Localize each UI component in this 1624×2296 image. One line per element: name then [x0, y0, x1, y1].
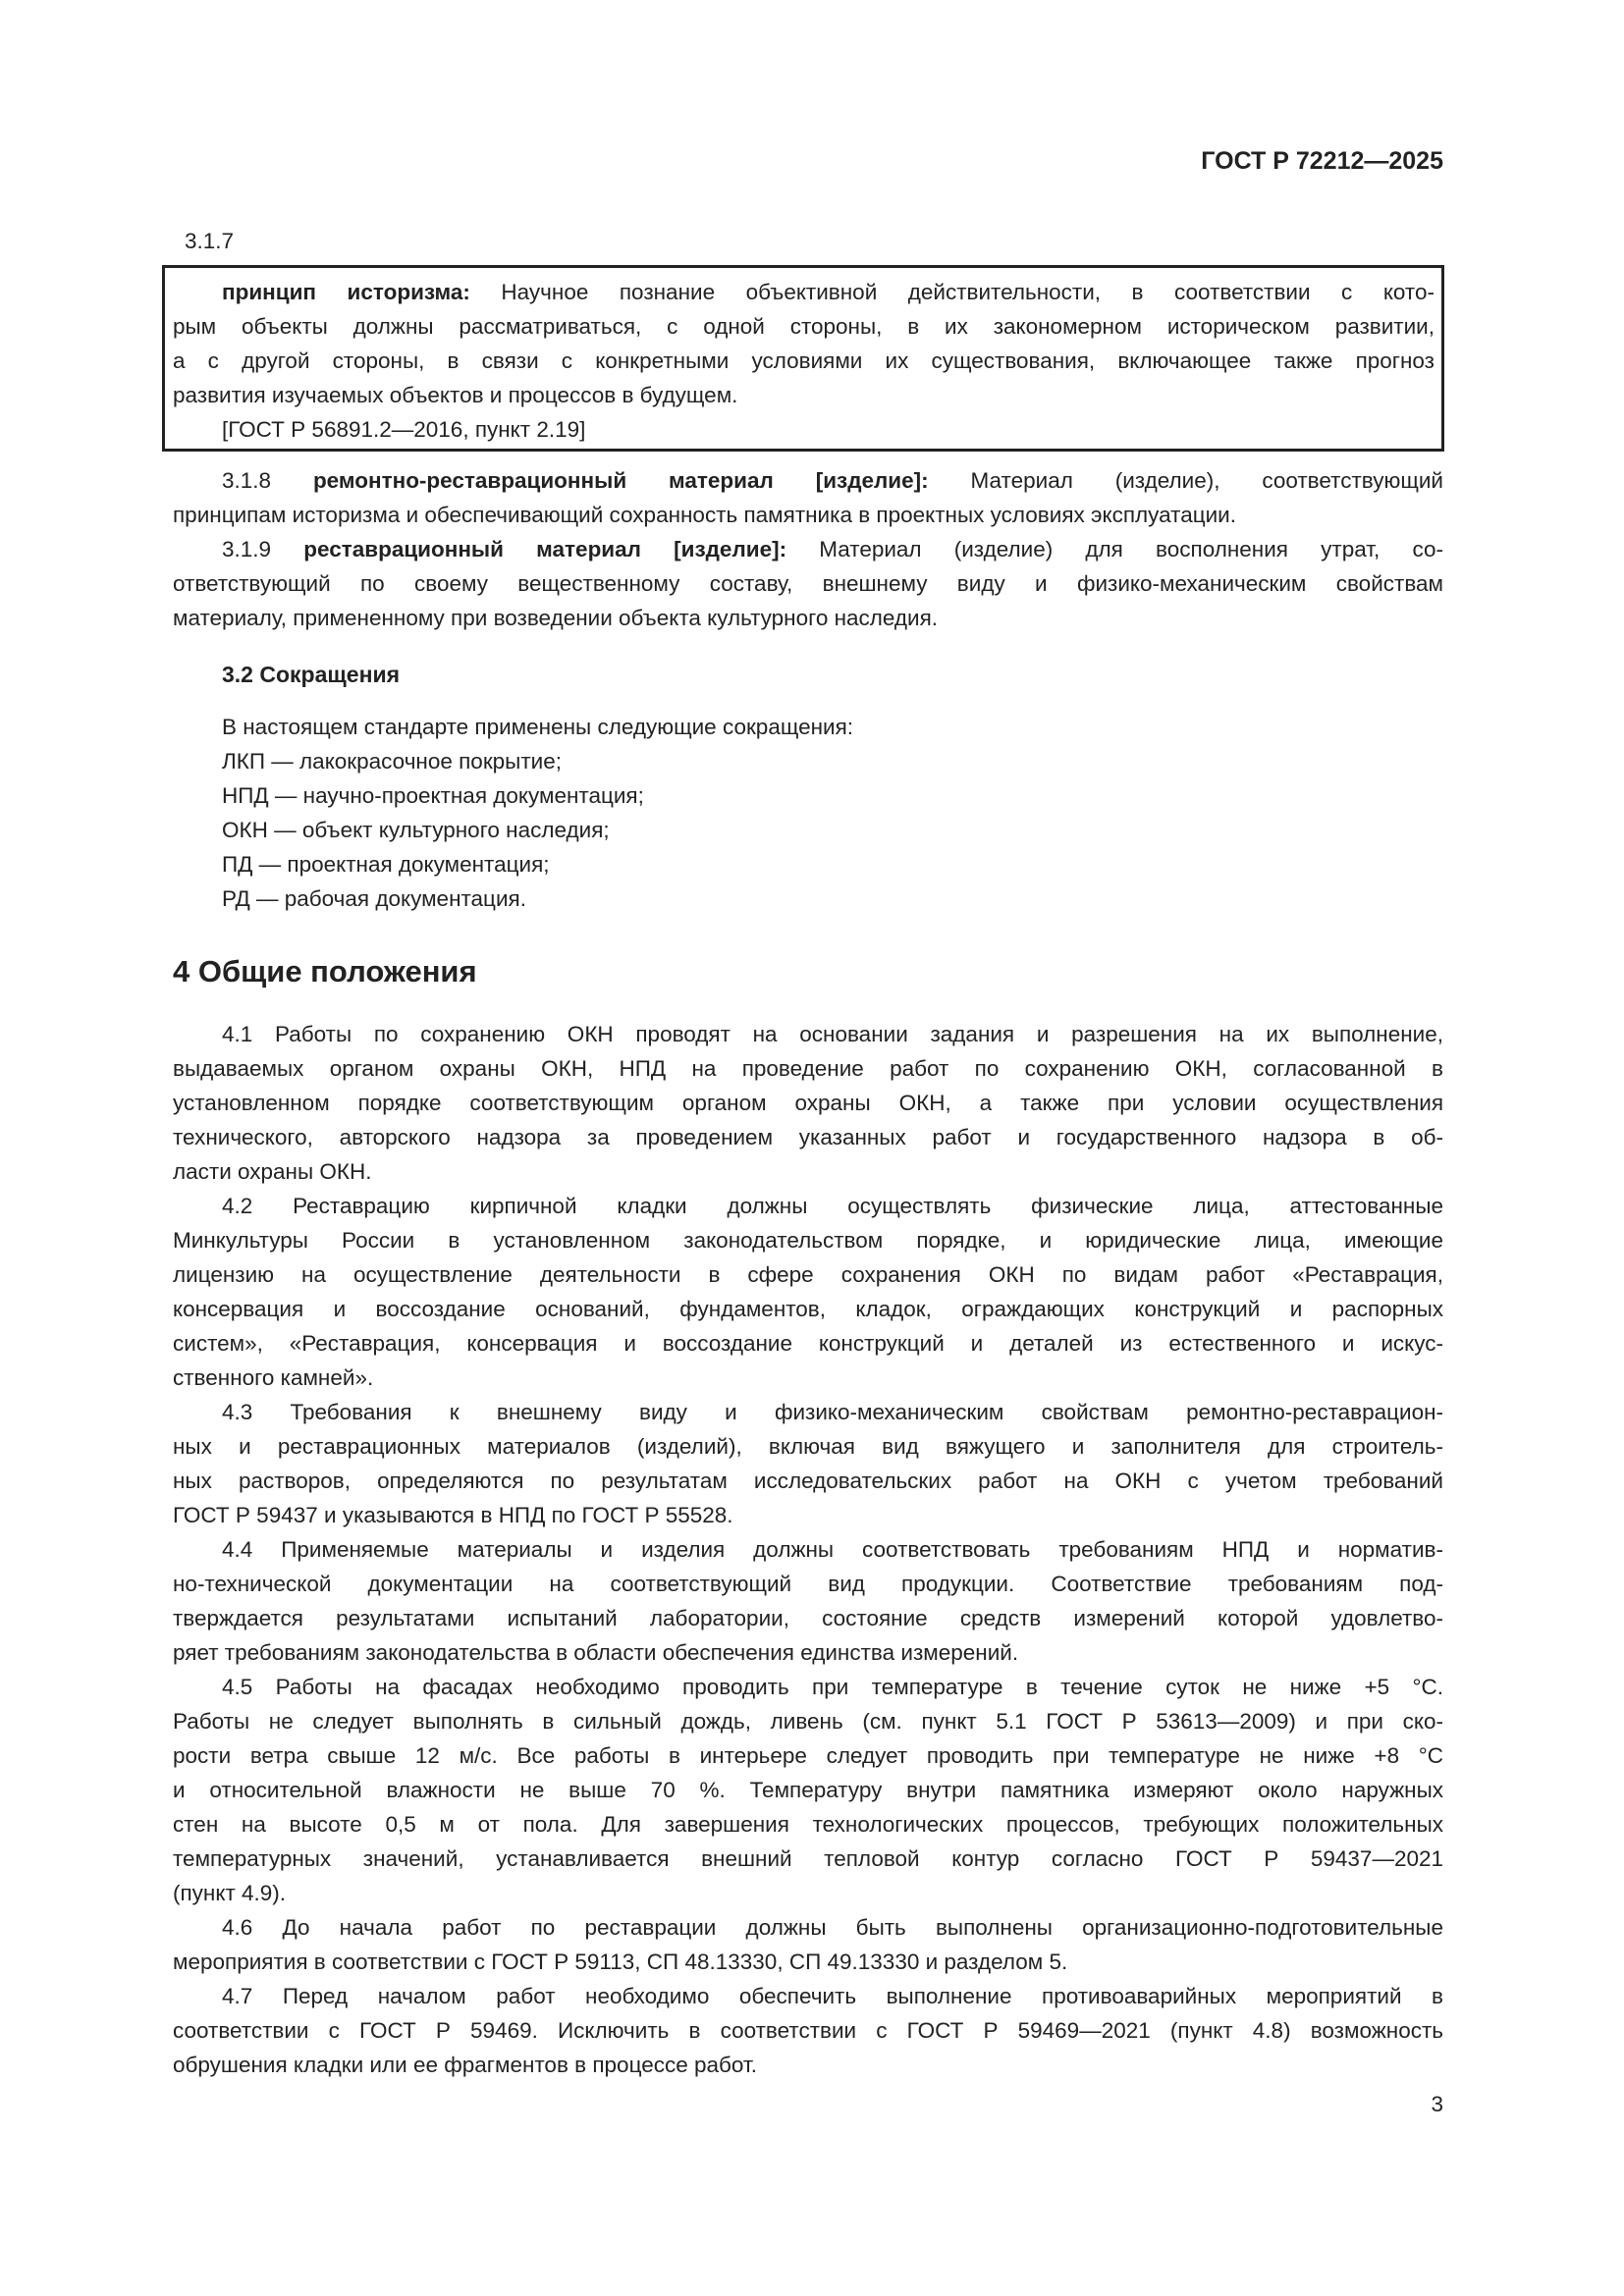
- section-4-heading: [173, 954, 1443, 989]
- paragraph-line: соответствии с ГОСТ Р 59469. Исключить в соответствии с ГОСТ Р 59469—2021 (пункт 4.8) возможность: [173, 2018, 1443, 2043]
- section-heading: 4 Общие положения: [173, 954, 477, 988]
- term-definition-line: [173, 275, 1435, 309]
- term-text: Научное познание объективной действительности, в соответствии с кото-: [469, 280, 1435, 304]
- term-3-1-8: [173, 463, 1443, 532]
- paragraph-line: Работы не следует выполнять в сильный дождь, ливень (см. пункт 5.1 ГОСТ Р 53613—2009) и при ско-: [173, 1709, 1443, 1734]
- section-intro: В настоящем стандарте применены следующие сокращения:: [222, 715, 854, 739]
- paragraph-line: мероприятия в соответствии с ГОСТ Р 59113, СП 48.13330, СП 49.13330 и разделом 5.: [173, 1949, 1068, 1974]
- abbreviation-item: ОКН — объект культурного наследия;: [222, 818, 610, 842]
- section-3-2: [173, 658, 1443, 916]
- paragraph-line: ных растворов, определяются по результатам исследовательских работ на ОКН с учетом требований: [173, 1468, 1443, 1493]
- paragraph-line: 4.5 Работы на фасадах необходимо проводить при температуре в течение суток не ниже +5 °С.: [222, 1675, 1443, 1699]
- abbreviation-item: РД — рабочая документация.: [222, 886, 526, 911]
- paragraph-line: 4.4 Применяемые материалы и изделия должны соответствовать требованиям НПД и норматив-: [222, 1537, 1443, 1562]
- paragraph-line: 4.3 Требования к внешнему виду и физико-механическим свойствам ремонтно-реставрацион-: [222, 1400, 1443, 1424]
- paragraph-line: ных и реставрационных материалов (изделий), включая вид вяжущего и заполнителя для строитель-: [173, 1434, 1443, 1459]
- term-text: Материал (изделие), соответствующий: [928, 468, 1443, 493]
- term-number: 3.1.9: [222, 537, 272, 561]
- term-number-3-1-7: 3.1.7: [185, 229, 235, 253]
- section-heading: 3.2 Сокращения: [222, 662, 401, 687]
- term-number: 3.1.8: [222, 468, 272, 493]
- paragraph-line: 4.2 Реставрацию кирпичной кладки должны осуществлять физические лица, аттестованные: [222, 1194, 1443, 1218]
- paragraph-line: стен на высоте 0,5 м от пола. Для завершения технологических процессов, требующих положительных: [173, 1812, 1443, 1837]
- paragraph-line: технического, авторского надзора за проведением указанных работ и государственного надзора в об-: [173, 1125, 1443, 1149]
- paragraph-line: ряет требованиям законодательства в области обеспечения единства измерений.: [173, 1640, 1019, 1665]
- term-3-1-9: [173, 532, 1443, 635]
- paragraph-line: обрушения кладки или ее фрагментов в процессе работ.: [173, 2053, 757, 2077]
- term-definition-line: а с другой стороны, в связи с конкретными условиями их существования, включающее также прогноз: [173, 348, 1435, 373]
- document-header: ГОСТ Р 72212—2025: [1201, 147, 1443, 175]
- paragraph-line: систем», «Реставрация, консервация и воссоздание конструкций и деталей из естественного и искус-: [173, 1331, 1443, 1356]
- paragraph: [173, 1017, 1443, 1189]
- paragraph-line: рости ветра свыше 12 м/с. Все работы в интерьере следует проводить при температуре не ниже +8 °С: [173, 1743, 1443, 1768]
- paragraph: [173, 1395, 1443, 1532]
- term-text-line: материалу, примененному при возведении объекта культурного наследия.: [173, 606, 939, 630]
- paragraph-line: и относительной влажности не выше 70 %. Температуру внутри памятника измеряют около наружных: [173, 1778, 1443, 1802]
- paragraph: [173, 1532, 1443, 1670]
- term-definition-box: [162, 265, 1444, 452]
- paragraph: [173, 1189, 1443, 1395]
- paragraph-line: ГОСТ Р 59437 и указываются в НПД по ГОСТ Р 55528.: [173, 1503, 733, 1527]
- paragraph-line: Минкультуры России в установленном законодательством порядке, и юридические лица, имеющие: [173, 1228, 1443, 1253]
- paragraph-line: лицензию на осуществление деятельности в сфере сохранения ОКН по видам работ «Реставрация,: [173, 1262, 1443, 1287]
- abbreviation-item: ПД — проектная документация;: [222, 852, 550, 877]
- paragraph-line: ственного камней».: [173, 1365, 374, 1390]
- term-title: реставрационный материал [изделие]:: [303, 537, 787, 561]
- term-text-line: ответствующий по своему вещественному составу, внешнему виду и физико-механическим свойствам: [173, 571, 1443, 596]
- paragraph-line: установленном порядке соответствующим органом охраны ОКН, а также при условии осуществления: [173, 1091, 1443, 1115]
- paragraph-line: ласти охраны ОКН.: [173, 1159, 372, 1184]
- term-text-line: принципам историзма и обеспечивающий сохранность памятника в проектных условиях эксплуатации.: [173, 503, 1236, 527]
- term-title: принцип историзма:: [222, 280, 470, 304]
- term-source: [ГОСТ Р 56891.2—2016, пункт 2.19]: [222, 417, 586, 442]
- paragraph-line: 4.7 Перед началом работ необходимо обеспечить выполнение противоаварийных мероприятий в: [222, 1984, 1443, 2008]
- abbreviation-item: НПД — научно-проектная документация;: [222, 783, 644, 808]
- paragraph-line: но-технической документации на соответствующий вид продукции. Соответствие требованиям под-: [173, 1572, 1443, 1596]
- paragraph: [173, 1910, 1443, 1979]
- page-number: 3: [1431, 2092, 1443, 2116]
- paragraph-line: тверждается результатами испытаний лаборатории, состояние средств измерений которой удовлетво-: [173, 1606, 1443, 1630]
- paragraph-line: 4.6 До начала работ по реставрации должны быть выполнены организационно-подготовительные: [222, 1915, 1443, 1940]
- paragraph-line: 4.1 Работы по сохранению ОКН проводят на основании задания и разрешения на их выполнение,: [222, 1022, 1443, 1046]
- abbreviation-item: ЛКП — лакокрасочное покрытие;: [222, 749, 562, 774]
- term-title: ремонтно-реставрационный материал [изделие]:: [312, 468, 929, 493]
- paragraph-line: выдаваемых органом охраны ОКН, НПД на проведение работ по сохранению ОКН, согласованной в: [173, 1056, 1443, 1081]
- paragraph-line: температурных значений, устанавливается внешний тепловой контур согласно ГОСТ Р 59437—2021: [173, 1846, 1443, 1871]
- paragraph-line: (пункт 4.9).: [173, 1881, 287, 1905]
- term-text: Материал (изделие) для восполнения утрат, со-: [786, 537, 1443, 561]
- term-definition-line: рым объекты должны рассматриваться, с одной стороны, в их закономерном историческом развитии,: [173, 314, 1435, 339]
- paragraph: [173, 1670, 1443, 1910]
- term-definition-line: развития изучаемых объектов и процессов в будущем.: [173, 383, 738, 407]
- paragraph-line: консервация и воссоздание оснований, фундаментов, кладок, ограждающих конструкций и распорных: [173, 1297, 1443, 1321]
- paragraph: [173, 1979, 1443, 2082]
- section-4-body: [173, 1017, 1443, 2082]
